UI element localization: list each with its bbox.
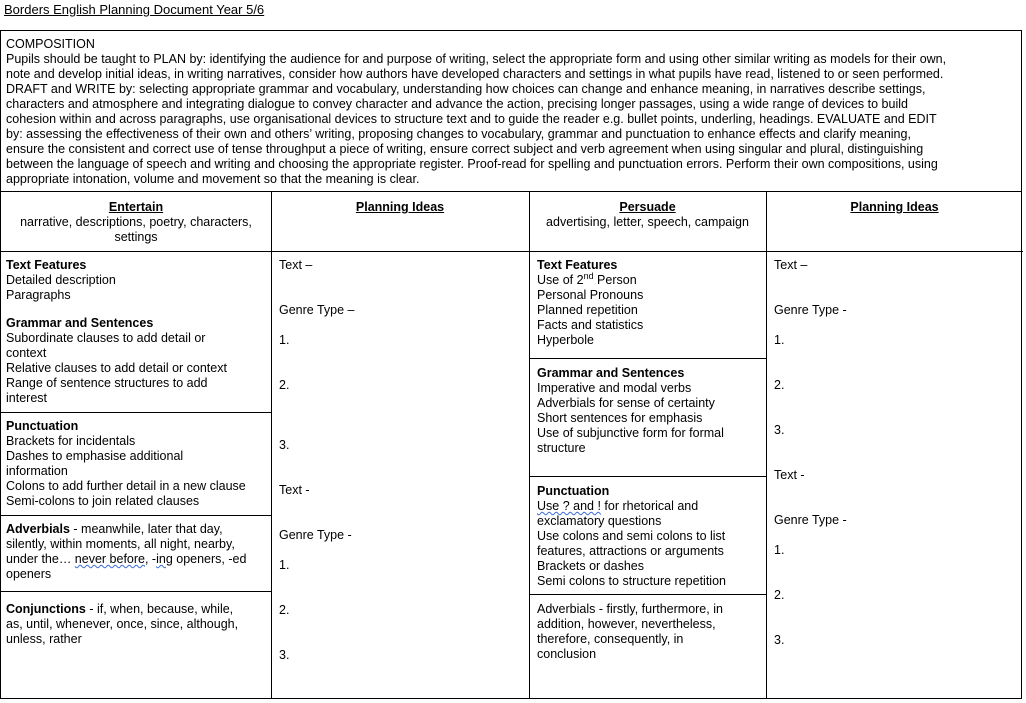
list-item: Short sentences for emphasis [537,411,703,425]
list-item: Personal Pronouns [537,288,644,302]
list-item: Semi-colons to join related clauses [6,494,200,508]
list-item: Facts and statistics [537,318,644,332]
row-divider [529,594,766,595]
list-item: Paragraphs [6,288,71,302]
list-item: Person [593,273,637,287]
persuade-title: Persuade [619,200,676,214]
list-item: Imperative and modal verbs [537,381,692,395]
entertain-header [1,200,271,245]
planning-genre-label: Genre Type - [774,303,847,317]
planning-number: 3. [279,648,290,662]
entertain-conjunctions [6,602,268,647]
row-divider [529,476,766,477]
persuade-text-features [537,258,763,348]
list-item: Use of 2 [537,273,584,287]
adverbials-examples: - meanwhile, later that day, [69,522,223,536]
persuade-subtitle: advertising, letter, speech, campaign [546,215,749,229]
planning-number: 1. [279,558,290,572]
list-item: Semi colons to structure repetition [537,574,726,588]
planning-ideas-title: Planning Ideas [355,200,445,214]
section-heading: Punctuation [537,484,610,498]
list-item: Colons to add further detail in a new clause [6,479,246,493]
planning-number: 2. [279,603,290,617]
adverbials-examples: ing [156,552,173,566]
planning-table [0,192,1022,699]
list-item: Hyperbole [537,333,594,347]
planning-number: 3. [774,423,785,437]
adverbials-examples: openers, -ed [172,552,247,566]
composition-heading: COMPOSITION [6,37,95,51]
column-divider [529,192,530,698]
row-divider [1,591,271,592]
list-item: Subordinate clauses to add detail or context [6,331,206,360]
planning-genre-label: Genre Type - [774,513,847,527]
section-heading: Grammar and Sentences [537,366,685,380]
column-divider [271,192,272,698]
list-item: Adverbials for sense of certainty [537,396,715,410]
planning-genre-label: Genre Type – [279,303,355,317]
persuade-header [529,200,766,230]
planning-number: 1. [279,333,290,347]
entertain-grammar [6,316,268,406]
document-title: Borders English Planning Document Year 5/6 [4,2,265,17]
row-divider [1,412,271,413]
list-item: Detailed description [6,273,116,287]
list-item: for rhetorical and [600,499,699,513]
planning-number: 3. [774,633,785,647]
adverbials-examples: never before [74,552,145,566]
list-item: Use of subjunctive form for formal structure [537,426,724,455]
list-item: Planned repetition [537,303,638,317]
planning-number: 1. [774,543,785,557]
header-divider [1,251,1023,252]
planning-ideas-header-right [766,200,1023,215]
adverbials-examples: silently, within moments, all night, nearby, [6,537,235,551]
adverbials-examples: , - [144,552,157,566]
persuade-adverbials: Adverbials - firstly, furthermore, in addition, however, nevertheless, therefore, consequently, in conclusion [537,602,723,661]
list-item: Range of sentence structures to add interest [6,376,208,405]
entertain-text-features [6,258,268,303]
planning-text-label: Text - [279,483,310,497]
list-item: Use ? and ! [537,499,601,513]
row-divider [529,358,766,359]
list-item: Brackets for incidentals [6,434,136,448]
section-heading: Text Features [537,258,618,272]
column-divider [766,192,767,698]
composition-box [0,30,1022,192]
persuade-punctuation [537,484,763,589]
planning-text-label: Text – [279,258,313,272]
list-item: Use colons and semi colons to list features, attractions or arguments [537,529,726,558]
planning-text-label: Text - [774,468,805,482]
planning-ideas-title: Planning Ideas [850,200,939,214]
planning-number: 2. [774,588,785,602]
list-item: exclamatory questions [537,514,662,528]
list-item: Dashes to emphasise additional information [6,449,184,478]
persuade-grammar [537,366,763,456]
planning-ideas-header-left [271,200,529,215]
planning-number: 1. [774,333,785,347]
superscript: nd [583,270,594,281]
planning-text-label: Text – [774,258,808,272]
adverbials-examples: under the… [6,552,75,566]
section-heading: Grammar and Sentences [6,316,154,330]
section-heading: Punctuation [6,419,79,433]
conjunctions-examples: - if, when, because, while, as, until, whenever, once, since, although, unless, rather [6,602,239,646]
row-divider [1,515,271,516]
section-heading: Adverbials [6,522,70,536]
list-item: Brackets or dashes [537,559,644,573]
composition-body: Pupils should be taught to PLAN by: identifying the audience for and purpose of writing, select the appropriate form and using other similar writing as models for their own, note and develop initial ideas, in writing narratives, consider how authors have developed characters and settings in what pupils have read, listened to or seen performed. DRAFT and WRITE by: selecting appropriate grammar and vocabulary, understanding how choices can change and enhance meaning, in narratives describe settings, characters and atmosphere and integrating dialogue to convey character and advance the action, precising longer passages, using a wide range of devices to build cohesion within and across paragraphs, use organisational devices to structure text and to guide the reader e.g. bullet points, underling, headings. EVALUATE and EDIT by: assessing the effectiveness of their own and others’ writing, proposing changes to vocabulary, grammar and punctuation to enhance effects and clarify meaning, ensure the consistent and correct use of tense throughput a piece of writing, ensure correct subject and verb agreement when using singular and plural, distinguishing between the language of speech and writing and choosing the appropriate register. Proof-read for spelling and punctuation errors. Perform their own compositions, using appropriate intonation, volume and movement so that the meaning is clear. [6,52,947,186]
planning-number: 3. [279,438,290,452]
entertain-title: Entertain [108,200,164,214]
planning-genre-label: Genre Type - [279,528,352,542]
section-heading: Text Features [6,258,87,272]
adverbials-examples: openers [6,567,52,581]
planning-number: 2. [279,378,290,392]
entertain-punctuation [6,419,268,509]
section-heading: Conjunctions [6,602,86,616]
planning-number: 2. [774,378,785,392]
list-item: Relative clauses to add detail or context [6,361,227,375]
entertain-adverbials [6,522,268,582]
entertain-subtitle: narrative, descriptions, poetry, characters, settings [20,215,252,244]
